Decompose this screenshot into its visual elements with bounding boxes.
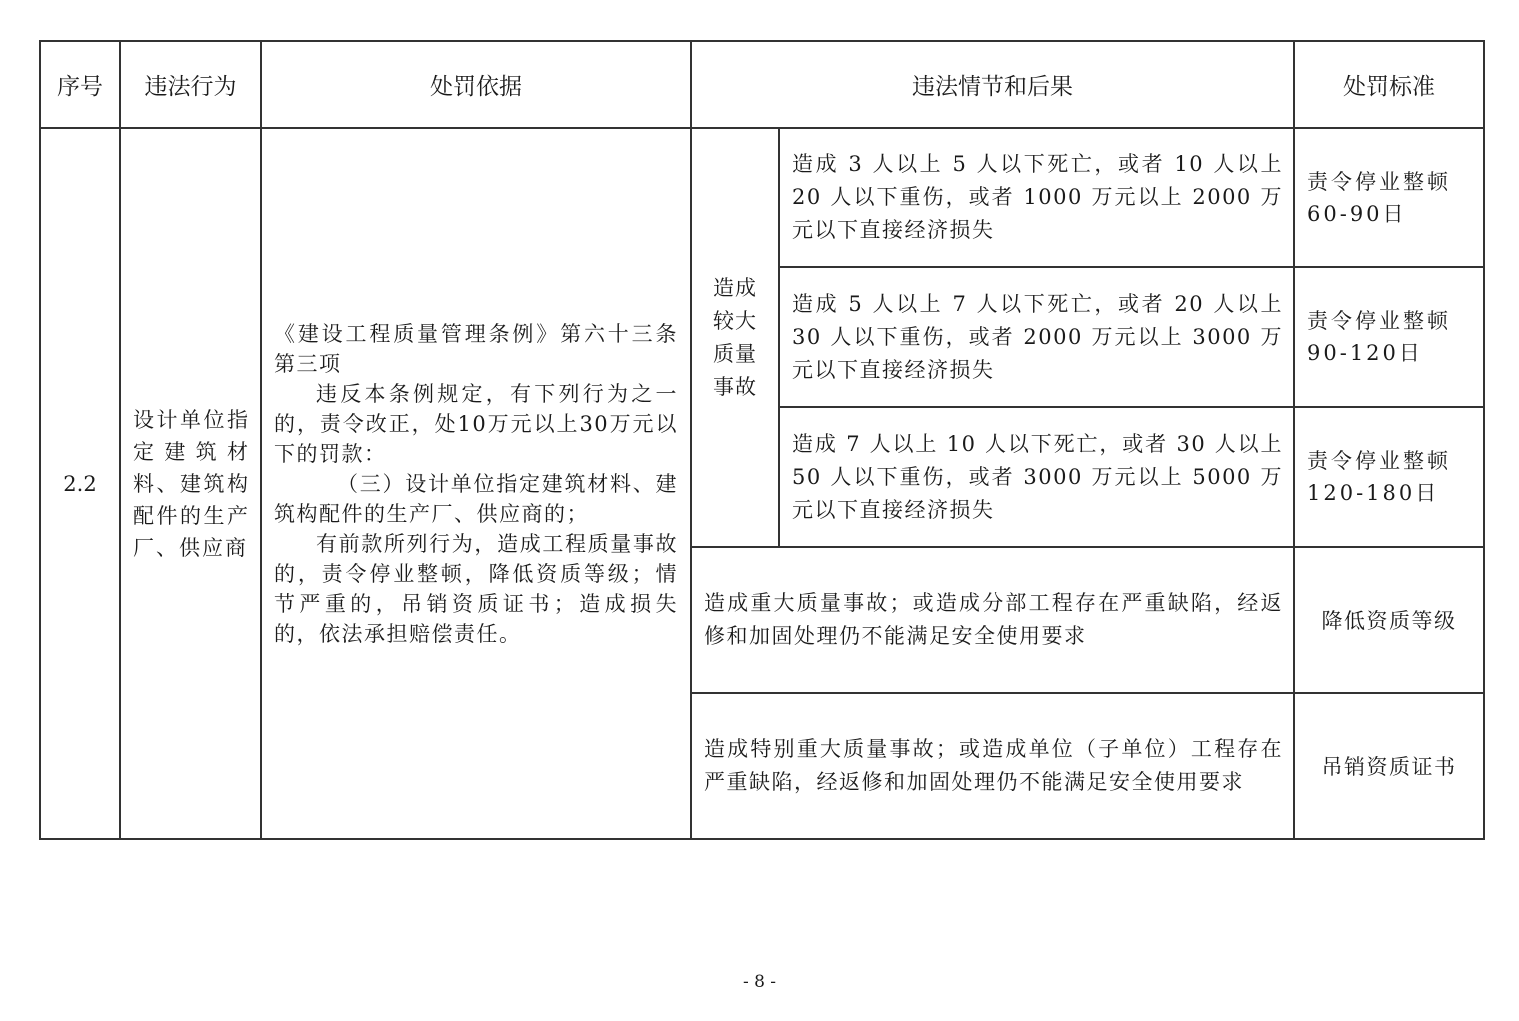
basis-item: （三）设计单位指定建筑材料、建筑构配件的生产厂、供应商的；: [274, 471, 678, 526]
consequence-cell: 造成重大质量事故；或造成分部工程存在严重缺陷，经返修和加固处理仍不能满足安全使用要求: [691, 547, 1294, 693]
basis-clause: 违反本条例规定，有下列行为之一的，责令改正，处10万元以上30万元以下的罚款：: [274, 381, 678, 466]
violation-description: 设计单位指定建筑材料、建筑构配件的生产厂、供应商: [120, 128, 261, 839]
header-serial: 序号: [40, 41, 120, 128]
penalty-cell: 吊销资质证书: [1294, 693, 1484, 839]
header-violation: 违法行为: [120, 41, 261, 128]
consequence-cell: 造成 7 人以上 10 人以下死亡，或者 30 人以上 50 人以下重伤，或者 3000 万元以上 5000 万元以下直接经济损失: [779, 407, 1294, 547]
consequence-cell: 造成 5 人以上 7 人以下死亡，或者 20 人以上 30 人以下重伤，或者 2000 万元以上 3000 万元以下直接经济损失: [779, 267, 1294, 407]
header-basis: 处罚依据: [261, 41, 691, 128]
header-consequence: 违法情节和后果: [691, 41, 1294, 128]
basis-article: 《建设工程质量管理条例》第六十三条第三项: [274, 321, 678, 376]
penalty-table: [39, 40, 1485, 840]
penalty-cell: 责令停业整顿90-120日: [1294, 267, 1484, 407]
basis-consequence: 有前款所列行为，造成工程质量事故的，责令停业整顿，降低资质等级；情节严重的，吊销资质证书；造成损失的，依法承担赔偿责任。: [274, 531, 678, 646]
penalty-cell: 责令停业整顿60-90日: [1294, 128, 1484, 267]
serial-number: 2.2: [40, 128, 120, 839]
table-row: [40, 128, 1484, 267]
penalty-cell: 责令停业整顿120-180日: [1294, 407, 1484, 547]
consequence-cell: 造成特别重大质量事故；或造成单位（子单位）工程存在严重缺陷，经返修和加固处理仍不能满足安全使用要求: [691, 693, 1294, 839]
page-number: - 8 -: [742, 972, 777, 992]
header-penalty: 处罚标准: [1294, 41, 1484, 128]
category-label: 造成较大质量事故: [713, 275, 757, 399]
penalty-cell: 降低资质等级: [1294, 547, 1484, 693]
penalty-basis: [261, 128, 691, 839]
category-large-accident: [691, 128, 779, 547]
consequence-cell: 造成 3 人以上 5 人以下死亡，或者 10 人以上 20 人以下重伤，或者 1000 万元以上 2000 万元以下直接经济损失: [779, 128, 1294, 267]
